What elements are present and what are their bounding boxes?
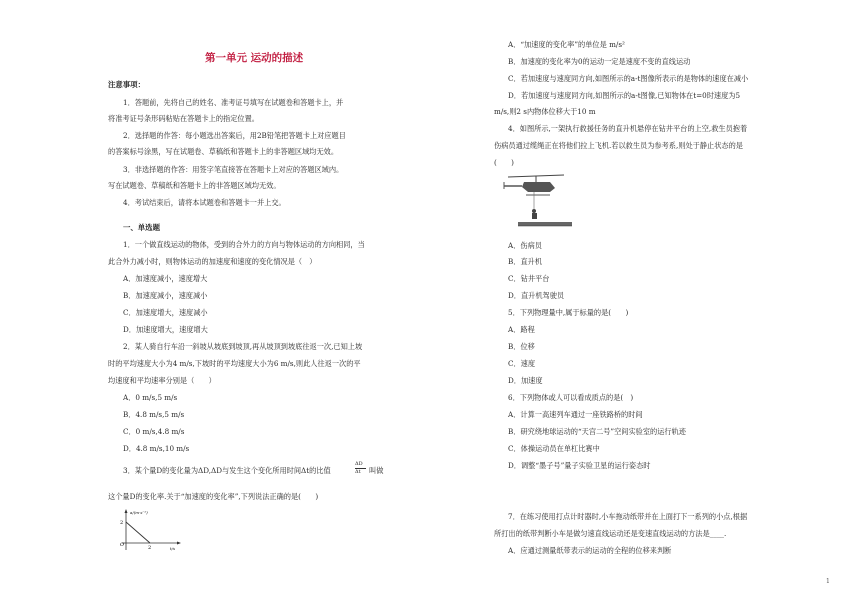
q4-stem-line-1: 4．如图所示,一架执行救援任务的直升机悬停在钻井平台的上空,救生员抱着 (508, 124, 748, 133)
q3-option-c: C．若加速度与速度同方向,如图所示的a-t图像所表示的是物体的速度在减小 (508, 74, 749, 83)
q3-option-d-line-2: m/s,则2 s内物体位移大于10 m (494, 107, 596, 116)
q5-stem: 5．下列物理量中,属于标量的是( ) (508, 308, 629, 317)
page-number: 1 (826, 578, 830, 585)
notice-1-line-2: 将准考证号条形码粘贴在答题卡上的指定位置。 (108, 114, 259, 123)
notice-4: 4．考试结束后，请将本试题卷和答题卡一并上交。 (123, 198, 286, 207)
q7-option-a: A．应通过测量纸带表示的运动的全程的位移来判断 (508, 546, 672, 555)
section-heading: 一、单选题 (123, 223, 160, 232)
q6-option-c: C．体操运动员在单杠比赛中 (508, 444, 600, 453)
q6-option-b: B．研究绕地球运动的“天宫二号”空间实验室的运行轨迹 (508, 427, 686, 436)
q7-stem-line-1: 7．在练习使用打点计时器时,小车拖动纸带并在上面打下一系列的小点,根据 (508, 512, 748, 521)
q5-option-b: B．位移 (508, 342, 535, 351)
q3-stem-line-2: 这个量D的变化率.关于“加速度的变化率”,下列说法正确的是( ) (108, 492, 319, 501)
notice-2-line-1: 2．选择题的作答：每小题选出答案后，用2B铅笔把答题卡上对应题目 (123, 131, 346, 140)
q4-option-b: B．直升机 (508, 257, 543, 266)
q1-stem-line-1: 1．一个做直线运动的物体，受到的合外力的方向与物体运动的方向相同，当 (123, 240, 365, 249)
q4-option-c: C．钻井平台 (508, 274, 550, 283)
q2-option-d: D．4.8 m/s,10 m/s (123, 444, 190, 453)
q1-stem-line-2: 此合外力减小时，则物体运动的加速度和速度的变化情况是（ ） (108, 257, 317, 266)
a-t-graph (112, 508, 184, 553)
q1-option-d: D．加速度增大，速度增大 (123, 325, 208, 334)
notice-2-line-2: 的答案标号涂黑，写在试题卷、草稿纸和答题卡上的非答题区域均无效。 (108, 147, 339, 156)
a-t-line (126, 522, 150, 543)
notice-3-line-1: 3．非选择题的作答：用签字笔直接答在答题卡上对应的答题区域内。 (123, 165, 344, 174)
q4-stem-line-2: 伤病员通过缆绳正在将他们拉上飞机.若以救生员为参考系,则处于静止状态的是 (494, 141, 743, 150)
drilling-platform (518, 222, 572, 226)
q3-option-b: B．加速度的变化率为0的运动一定是速度不变的直线运动 (508, 57, 691, 66)
q7-stem-line-2: 所打出的纸带判断小车是做匀速直线运动还是变速直线运动的方法是____. (494, 529, 727, 538)
graph-y-label: a/(m·s⁻²) (130, 510, 148, 515)
notice-heading: 注意事项： (108, 80, 145, 89)
q2-stem-line-1: 2．某人骑自行车沿一斜坡从坡底到坡顶,再从坡顶到坡底往返一次,已知上坡 (123, 342, 363, 351)
q6-option-d: D．调整“墨子号”量子实验卫星的运行姿态时 (508, 461, 651, 470)
q4-option-d: D．直升机驾驶员 (508, 291, 565, 300)
graph-y-tick-2: 2 (120, 520, 124, 526)
q3-option-d-line-1: D．若加速度与速度同方向,如图所示的a-t图像,已知物体在t=0时速度为5 (508, 91, 741, 100)
q4-option-a: A．伤病员 (508, 241, 542, 250)
x-axis-arrow (177, 542, 181, 545)
q3-option-a: A．“加速度的变化率”的单位是 m/s² (508, 40, 625, 49)
q6-stem: 6．下列物体或人可以看成质点的是( ) (508, 393, 634, 402)
q2-option-c: C．0 m/s,4.8 m/s (123, 427, 185, 436)
notice-3-line-2: 写在试题卷、草稿纸和答题卡上的非答题区域均无效。 (108, 181, 281, 190)
graph-origin: O (120, 542, 125, 548)
y-axis-arrow (125, 509, 128, 513)
q4-stem-line-3: ( ) (494, 158, 514, 167)
q5-option-c: C．速度 (508, 359, 536, 368)
graph-x-tick-2: 2 (148, 545, 152, 551)
q6-option-a: A．计算一高速列车通过一座铁路桥的时间 (508, 410, 643, 419)
page-title: 第一单元 运动的描述 (205, 52, 304, 64)
q1-option-a: A．加速度减小，速度增大 (123, 274, 208, 283)
casualty-figure (532, 213, 537, 219)
q2-stem-line-3: 均速度和平均速率分别是（ ） (108, 376, 216, 385)
q3-stem-line-1: 3．某个量D的变化量为ΔD,ΔD与发生这个变化所用时间Δt的比值 (123, 466, 331, 475)
helicopter-body (522, 182, 555, 192)
q1-option-b: B．加速度减小，速度减小 (123, 291, 208, 300)
q3-stem-line-1-end: 叫做 (369, 466, 384, 475)
fraction-numerator: ΔD (355, 461, 363, 467)
graph-x-label: t/s (170, 546, 176, 551)
q1-option-c: C．加速度增大，速度减小 (123, 308, 208, 317)
q2-option-b: B．4.8 m/s,5 m/s (123, 410, 185, 419)
q2-stem-line-2: 时的平均速度大小为4 m/s,下坡时的平均速度大小为6 m/s,则此人往返一次的平 (108, 359, 361, 368)
notice-1-line-1: 1．答题前，先将自己的姓名、准考证号填写在试题卷和答题卡上，并 (123, 98, 344, 107)
rescuer-figure (532, 209, 536, 213)
helicopter-rescue-illustration (500, 170, 580, 234)
q2-option-a: A．0 m/s,5 m/s (123, 393, 178, 402)
fraction-denominator: Δt (355, 469, 361, 475)
delta-fraction (355, 461, 367, 479)
q5-option-d: D．加速度 (508, 376, 543, 385)
q5-option-a: A．路程 (508, 325, 535, 334)
